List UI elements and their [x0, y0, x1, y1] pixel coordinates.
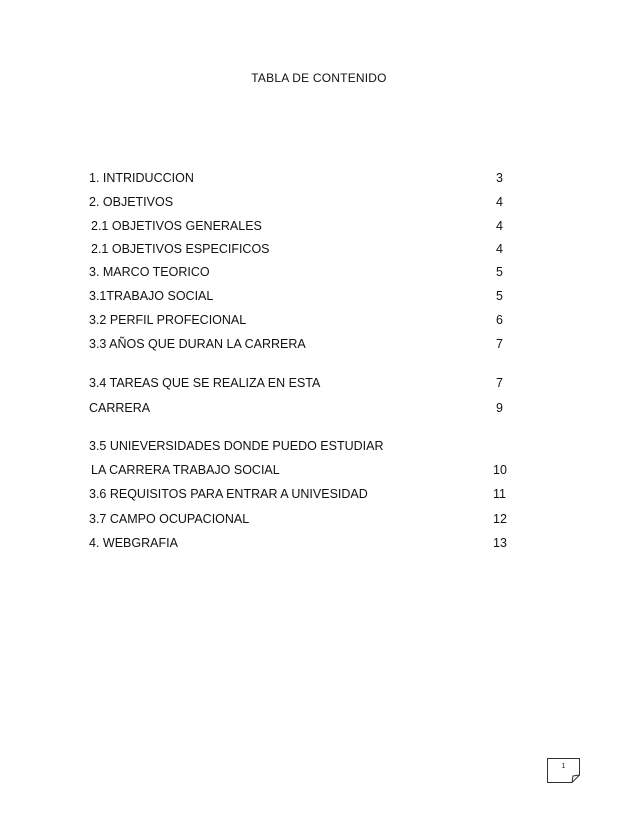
toc-entry	[89, 511, 509, 527]
toc-entry-label: 2.1 OBJETIVOS GENERALES	[91, 219, 262, 233]
toc-entry-label: CARRERA	[89, 401, 151, 415]
toc-entry-page: 7	[496, 337, 503, 351]
toc-entry-label: 2.1 OBJETIVOS ESPECIFICOS	[91, 242, 270, 256]
toc-entry	[89, 375, 509, 391]
toc-entry-label: 3.3 AÑOS QUE DURAN LA CARRERA	[89, 337, 306, 351]
toc-entry	[89, 535, 509, 551]
toc-entry-label: 3.2 PERFIL PROFECIONAL	[89, 313, 247, 327]
toc-entry-label: 2. OBJETIVOS	[89, 195, 174, 209]
toc-entry-page: 4	[496, 195, 503, 209]
toc-entry	[89, 241, 509, 257]
toc-entry-page: 5	[496, 289, 503, 303]
toc-entry-label: 3.7 CAMPO OCUPACIONAL	[89, 512, 250, 526]
page-number-badge	[547, 758, 580, 783]
folded-corner-icon	[547, 758, 580, 783]
toc-entry	[89, 336, 509, 352]
toc-entry-page: 5	[496, 265, 503, 279]
toc-entry	[89, 218, 509, 234]
toc-entry	[89, 462, 509, 478]
toc-entry-label: 3.6 REQUISITOS PARA ENTRAR A UNIVESIDAD	[89, 487, 368, 501]
toc-entry	[89, 194, 509, 210]
toc-entry	[89, 486, 509, 502]
page-number: 1	[561, 763, 566, 770]
toc-entry	[89, 400, 509, 416]
toc-entry	[89, 288, 509, 304]
toc-entry-page: 7	[496, 376, 503, 390]
toc-entry-page: 10	[493, 463, 507, 477]
toc-entry-page: 4	[496, 242, 503, 256]
toc-entry-page: 9	[496, 401, 503, 415]
toc-entry-label: 1. INTRIDUCCION	[89, 171, 194, 185]
toc-entry-label: 4. WEBGRAFIA	[89, 536, 178, 550]
toc-entry-label: 3. MARCO TEORICO	[89, 265, 210, 279]
toc-entry-label: 3.4 TAREAS QUE SE REALIZA EN ESTA	[89, 376, 321, 390]
toc-entry-page: 11	[493, 487, 506, 501]
toc-entry-page: 13	[493, 536, 507, 550]
toc-entry-label: 3.5 UNIEVERSIDADES DONDE PUEDO ESTUDIAR	[89, 439, 384, 453]
toc-entry	[89, 438, 509, 454]
toc-entry-page: 12	[493, 512, 507, 526]
toc-entry-page: 3	[496, 171, 503, 185]
toc-entry	[89, 312, 509, 328]
toc-entry-label: 3.1TRABAJO SOCIAL	[89, 289, 214, 303]
toc-entry	[89, 264, 509, 280]
toc-title: TABLA DE CONTENIDO	[251, 71, 387, 85]
toc-entry	[89, 170, 509, 186]
toc-entry-page: 6	[496, 313, 503, 327]
toc-entry-page: 4	[496, 219, 503, 233]
toc-entry-label: LA CARRERA TRABAJO SOCIAL	[91, 463, 280, 477]
